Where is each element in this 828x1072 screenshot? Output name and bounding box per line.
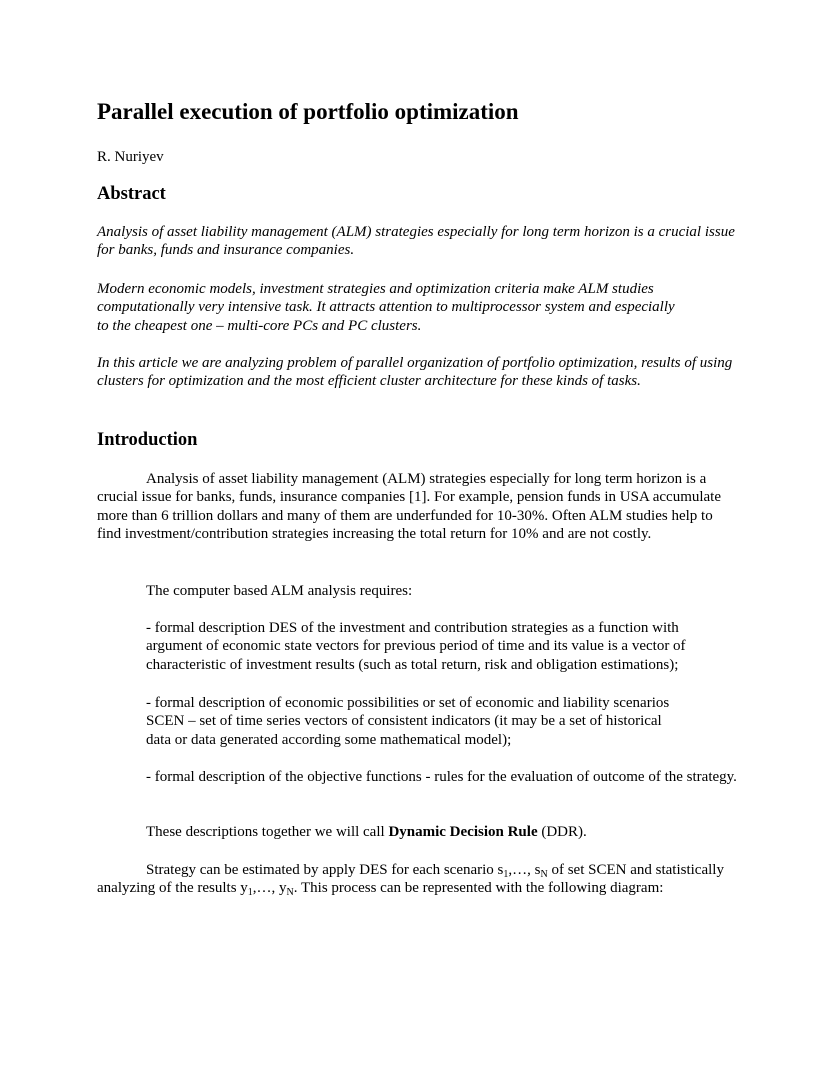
subscript-sN: N [540, 869, 548, 880]
subscript-s1: 1 [503, 869, 509, 880]
author: R. Nuriyev [97, 149, 164, 165]
strategy-text-1: Strategy can be estimated by apply DES for each scenario s [146, 862, 504, 878]
strategy-text-4: ,…, y [252, 880, 287, 897]
subscript-y1: 1 [247, 887, 253, 899]
ddr-text-post: (DDR). [537, 824, 587, 840]
abstract-paragraph-2-line-2: computationally very intensive task. It attracts attention to multiprocessor system and especially [97, 299, 675, 316]
abstract-paragraph-3: In this article we are analyzing problem of parallel organization of portfolio optimization, results of using clusters for optimization and the most efficient cluster architecture for these kinds of tasks. [97, 355, 733, 390]
ddr-text-pre: These descriptions together we will call [146, 824, 389, 840]
abstract-paragraph-2-line-3: to the cheapest one – multi-core PCs and PC clusters. [97, 317, 422, 334]
requirement-item-2-line-3: data or data generated according some mathematical model); [146, 731, 512, 748]
introduction-heading: Introduction [97, 430, 198, 450]
introduction-paragraph-2: The computer based ALM analysis requires: [146, 583, 413, 599]
abstract-paragraph-1: Analysis of asset liability management (ALM) strategies especially for long term horizon is a crucial issue for banks, funds and insurance companies. [97, 224, 735, 259]
requirement-item-2 [146, 694, 737, 749]
ddr-paragraph [146, 823, 737, 841]
requirement-item-2-line-1: - formal description of economic possibilities or set of economic and liability scenarios [146, 695, 670, 711]
strategy-paragraph [97, 861, 737, 898]
subscript-yN: N [286, 887, 294, 899]
requirement-item-3: - formal description of the objective functions - rules for the evaluation of outcome of the strategy. [146, 769, 737, 785]
abstract-heading: Abstract [97, 184, 166, 204]
abstract-paragraph-2-line-1: Modern economic models, investment strategies and optimization criteria make ALM studies [97, 281, 654, 297]
paper-title: Parallel execution of portfolio optimization [97, 99, 519, 124]
requirement-item-1: - formal description DES of the investment and contribution strategies as a function with argument of economic state vectors for previous period of time and its value is a vector of characteristic of investment results (such as total return, risk and obligation estimations); [146, 620, 686, 673]
introduction-paragraph-1: Analysis of asset liability management (ALM) strategies especially for long term horizon is a crucial issue for banks, funds, insurance companies [1]. For example, pension funds in USA accumulate more than 6 trillion dollars and many of them are underfunded for 10-30%. Often ALM studies help to find investment/contribution strategies increasing the total return for 10% and are not costly. [97, 471, 722, 543]
strategy-text-5: . This process can be represented with the following diagram: [293, 880, 664, 897]
strategy-text-2: ,…, s [508, 862, 541, 878]
requirement-item-2-line-2: SCEN – set of time series vectors of consistent indicators (it may be a set of historical [146, 713, 662, 730]
strategy-text-3: of set SCEN and statistically analyzing of the results y [97, 862, 724, 897]
abstract-paragraph-2 [97, 280, 737, 335]
ddr-term: Dynamic Decision Rule [388, 824, 538, 840]
